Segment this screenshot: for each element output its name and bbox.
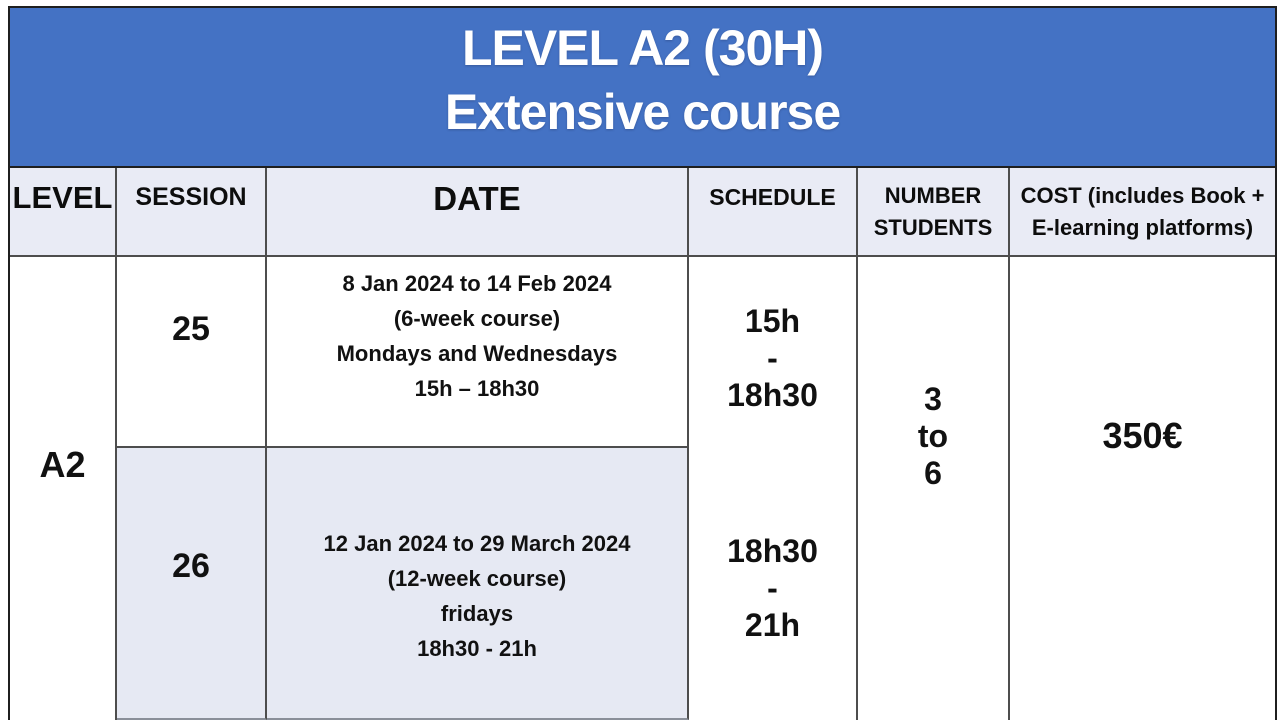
schedule-block-2: [727, 533, 818, 644]
schedule-2-end: 21h: [744, 607, 801, 643]
date-25-line-4: 15h – 18h30: [414, 376, 540, 401]
title-line-2: Extensive course: [444, 84, 841, 140]
header-level-label: LEVEL: [12, 180, 113, 215]
header-session-label: SESSION: [135, 183, 247, 211]
header-schedule: [689, 168, 858, 257]
cell-level-a2: [10, 257, 117, 720]
session-26-value: 26: [172, 546, 210, 585]
date-26-line-3: fridays: [440, 601, 514, 626]
date-25-line-1: 8 Jan 2024 to 14 Feb 2024: [342, 271, 612, 296]
cell-date-session-26: [267, 448, 689, 720]
header-cost: [1010, 168, 1275, 257]
title-banner: [10, 8, 1275, 168]
schedule-2-start: 18h30: [727, 533, 818, 569]
date-26-line-4: 18h30 - 21h: [417, 636, 537, 661]
cell-date-session-25: [267, 257, 689, 448]
date-25-line-3: Mondays and Wednesdays: [336, 341, 618, 366]
title-line-1: LEVEL A2 (30H): [461, 20, 824, 76]
header-level: [10, 168, 117, 257]
header-number-line2: STUDENTS: [873, 215, 993, 240]
header-number-students: [858, 168, 1010, 257]
date-26-line-1: 12 Jan 2024 to 29 March 2024: [323, 531, 631, 556]
header-session: [117, 168, 267, 257]
schedule-block-1: [727, 303, 818, 414]
cell-session-25: [117, 257, 267, 448]
cell-cost: [1010, 257, 1275, 720]
header-cost-line1: COST (includes Book +: [1020, 183, 1265, 208]
header-cost-line2: E-learning platforms): [1031, 215, 1254, 240]
date-25-line-2: (6-week course): [393, 306, 561, 331]
level-value: A2: [39, 443, 86, 485]
schedule-1-dash: -: [767, 340, 778, 376]
header-date: [267, 168, 689, 257]
header-date-label: DATE: [433, 180, 521, 217]
header-schedule-label: SCHEDULE: [709, 184, 836, 210]
students-min: 3: [924, 381, 942, 417]
cell-number-students: [858, 257, 1010, 720]
schedule-1-start: 15h: [744, 303, 801, 339]
header-number-line1: NUMBER: [884, 183, 982, 208]
cell-schedule: [689, 257, 858, 720]
schedule-1-end: 18h30: [727, 377, 818, 413]
schedule-2-dash: -: [767, 570, 778, 606]
course-table: [8, 6, 1277, 720]
session-25-value: 25: [172, 310, 210, 348]
date-26-line-2: (12-week course): [387, 566, 567, 591]
cost-value: 350€: [1102, 415, 1183, 456]
students-to: to: [917, 418, 949, 454]
cell-session-26: [117, 448, 267, 720]
students-max: 6: [924, 455, 942, 491]
